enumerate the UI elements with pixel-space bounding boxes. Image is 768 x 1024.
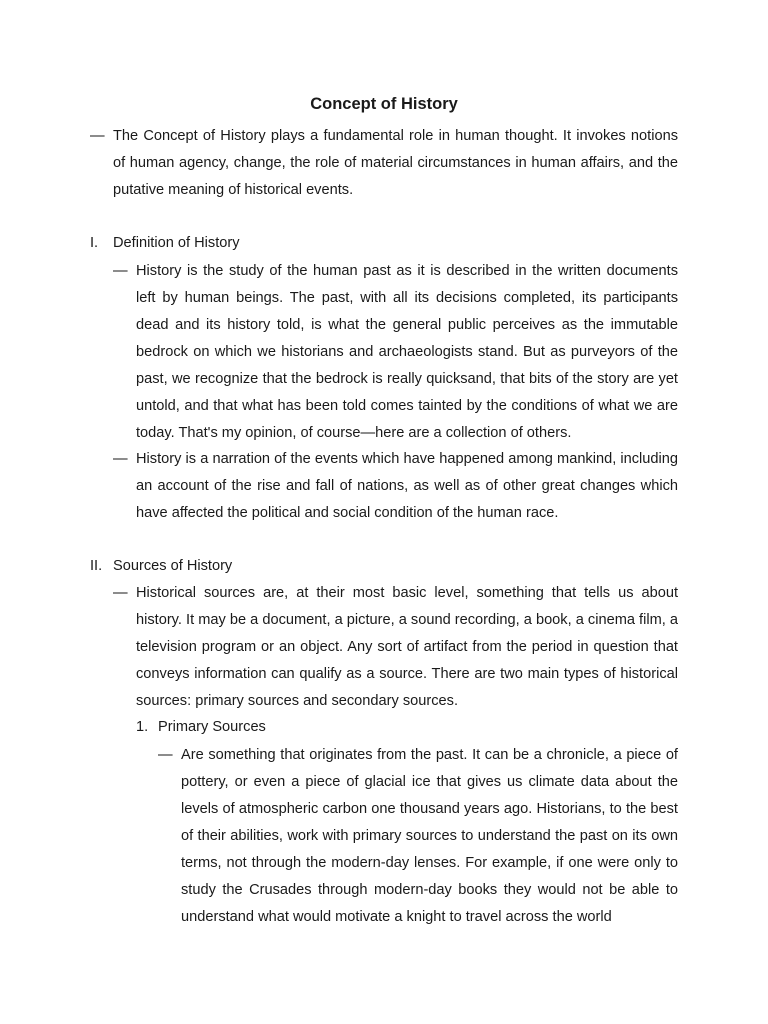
intro-paragraph	[90, 123, 678, 204]
sources-paragraph	[113, 580, 678, 715]
paragraph-text: History is a narration of the events which have happened among mankind, including an account of the rise and fall of nations, as well as of other great changes which have affected the political and social condition of the human race.	[136, 451, 678, 521]
paragraph-text: Historical sources are, at their most basic level, something that tells us about history. It may be a document, a picture, a sound recording, a book, a cinema film, a television program or an object. Any sort of artifact from the period in question that conveys information can qualify as a source. There are two main types of historical sources: primary sources and secondary sources.	[136, 585, 678, 709]
em-dash: —	[113, 451, 128, 467]
subsection-title: Primary Sources	[158, 719, 266, 735]
definition-paragraph-2	[113, 446, 678, 527]
section-heading	[90, 553, 232, 580]
section-title: Definition of History	[113, 235, 240, 251]
section-numeral: I.	[90, 235, 99, 251]
paragraph-text: History is the study of the human past as it is described in the written documents left by human beings. The past, with all its decisions completed, its participants dead and its history told, is what the general public perceives as the immutable bedrock on which we historians and archaeologists stand. But as purveyors of the past, we recognize that the bedrock is really quicksand, that bits of the story are yet untold, and that what has been told comes tainted by the conditions of what we are today. That's my opinion, of course—here are a collection of others.	[136, 263, 678, 441]
section-numeral: II.	[90, 558, 103, 574]
section-heading	[90, 230, 240, 257]
em-dash: —	[113, 263, 128, 279]
document-title: Concept of History	[310, 95, 458, 113]
definition-paragraph-1	[113, 258, 678, 447]
em-dash: —	[158, 747, 173, 763]
paragraph-text: Are something that originates from the past. It can be a chronicle, a piece of pottery, or even a piece of glacial ice that gives us climate data about the levels of atmospheric carbon one thousand years ago. Historians, to the best of their abilities, work with primary sources to understand the past on its own terms, not through the modern-day lenses. For example, if one were only to study the Crusades through modern-day books they would not be able to understand what would motivate a knight to travel across the world	[181, 747, 678, 925]
subsection-number: 1.	[136, 719, 149, 735]
section-title: Sources of History	[113, 558, 233, 574]
subsection-heading	[136, 714, 266, 741]
primary-sources-paragraph	[158, 742, 678, 931]
em-dash: —	[90, 128, 105, 144]
em-dash: —	[113, 585, 128, 601]
intro-text: The Concept of History plays a fundamental role in human thought. It invokes notions of human agency, change, the role of material circumstances in human affairs, and the putative meaning of historical events.	[113, 128, 678, 198]
